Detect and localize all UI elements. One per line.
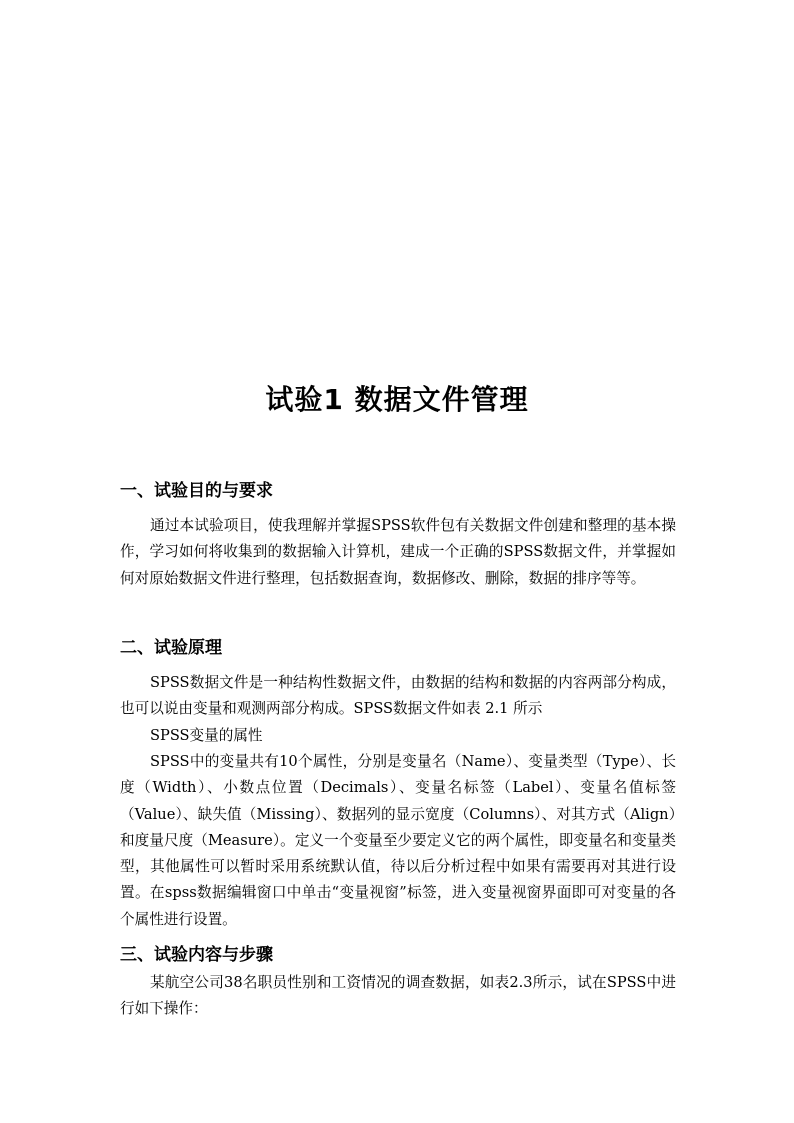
paragraph-steps: 某航空公司38名职员性别和工资情况的调查数据，如表2.3所示，试在SPSS中进行如下操作： bbox=[120, 974, 676, 1018]
paragraph-principle: SPSS数据文件是一种结构性数据文件，由数据的结构和数据的内容两部分构成，也可以说由变量和观测两部分构成。SPSS数据文件如表 2.1 所示 bbox=[120, 674, 676, 718]
section-heading-steps: 三、试验内容与步骤 bbox=[120, 945, 273, 965]
section-heading-principle: 二、试验原理 bbox=[120, 638, 222, 658]
paragraph-variable-attributes: SPSS中的变量共有10个属性，分别是变量名（Name）、变量类型（Type）、长度（Width）、小数点位置（Decimals）、变量名标签（Label）、变量名值标签（Value）、缺失值（Missing）、数据列的显示宽度（Columns）、对其方式（Align）和度量尺度（Measure）。定义一个变量至少要定义它的两个属性，即变量名和变量类型，其他属性可以暂时采用系统默认值，待以后分析过程中如果有需要再对其进行设置。在spss数据编辑窗口中单击“变量视窗”标签，进入变量视窗界面即可对变量的各个属性进行设置。 bbox=[120, 753, 676, 928]
paragraph-variable-attributes-label: SPSS变量的属性 bbox=[150, 727, 263, 744]
paragraph-objectives: 通过本试验项目，使我理解并掌握SPSS软件包有关数据文件创建和整理的基本操作，学习如何将收集到的数据输入计算机，建成一个正确的SPSS数据文件，并掌握如何对原始数据文件进行整理，包括数据查询，数据修改、删除，数据的排序等等。 bbox=[120, 517, 676, 587]
page-title: 试验1 数据文件管理 bbox=[265, 383, 529, 416]
section-heading-objectives: 一、试验目的与要求 bbox=[120, 481, 273, 501]
